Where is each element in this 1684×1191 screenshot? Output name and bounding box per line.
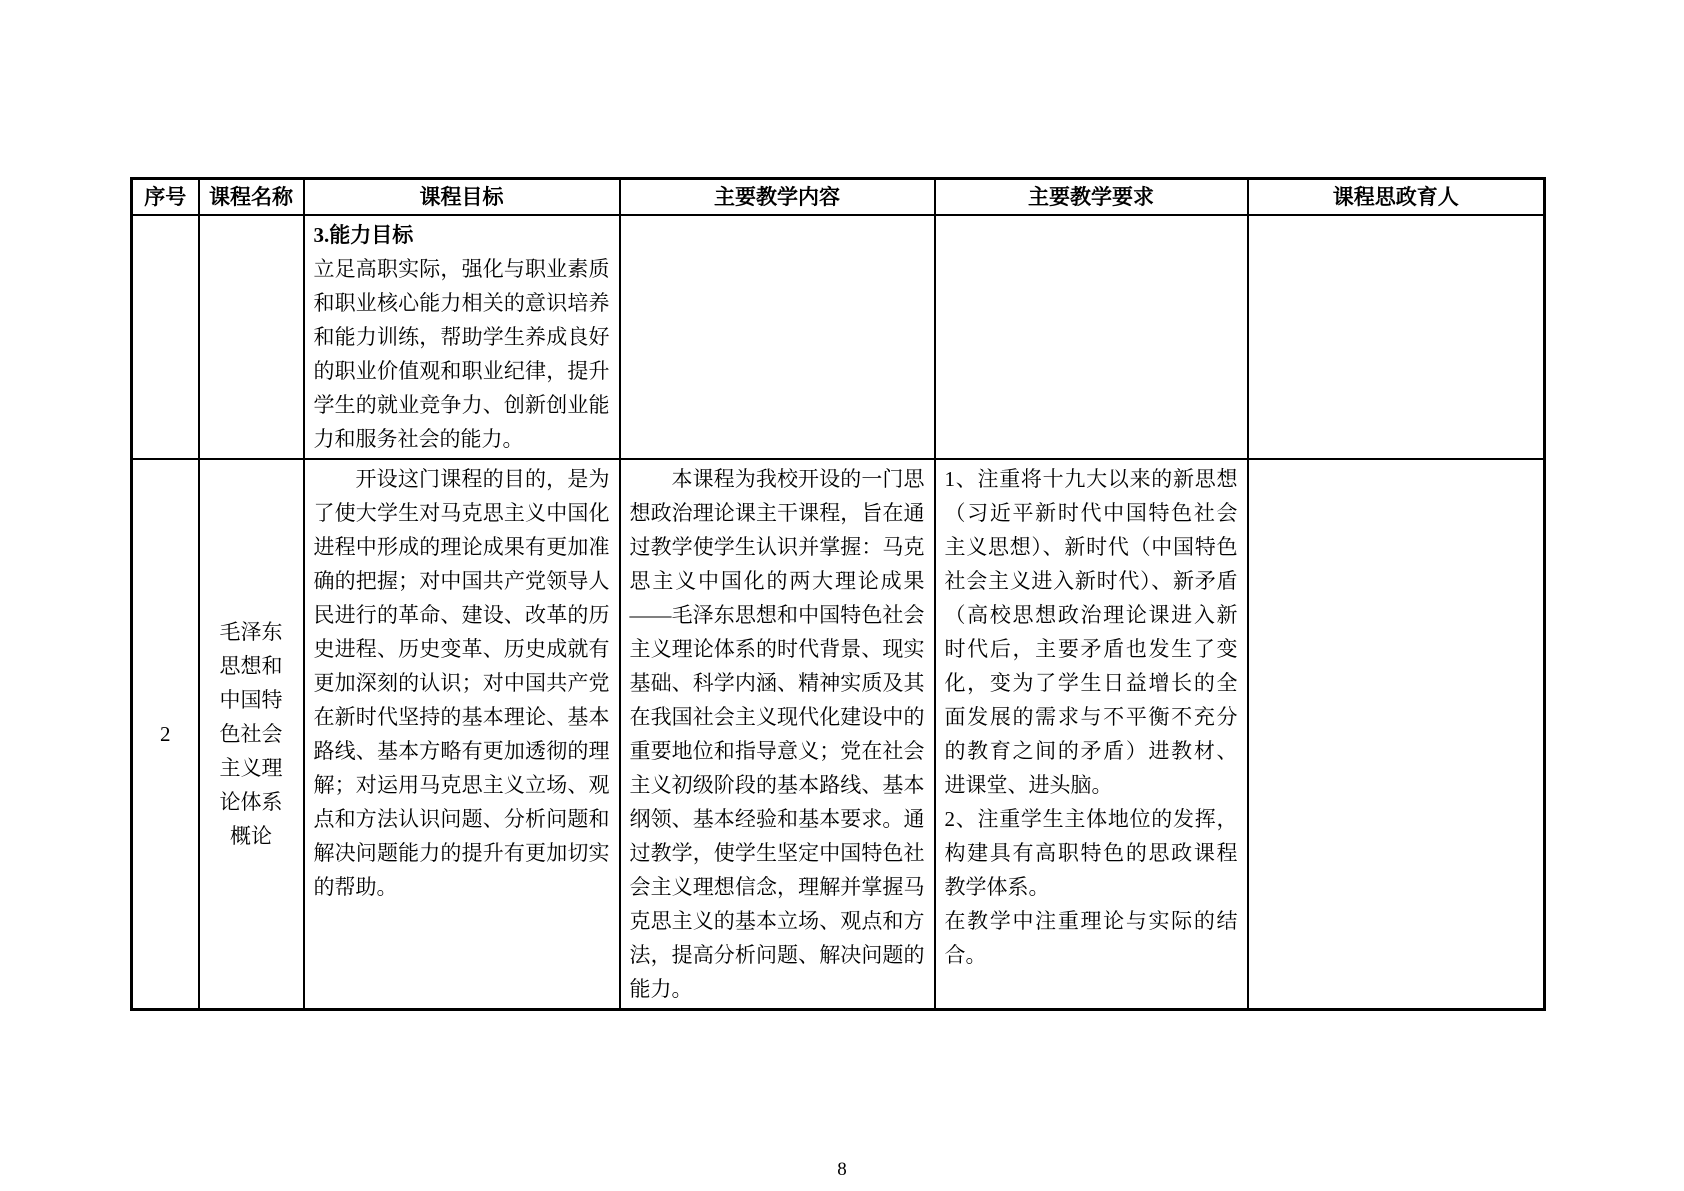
cell-teaching-requirements-empty <box>935 215 1248 459</box>
header-seq: 序号 <box>132 179 199 215</box>
cell-teaching-content-empty <box>620 215 935 459</box>
cell-objectives-continuation <box>304 215 620 459</box>
objectives-text: 立足高职实际，强化与职业素质和职业核心能力相关的意识培养和能力训练，帮助学生养成良好的职业价值观和职业纪律，提升学生的就业竞争力、创新创业能力和服务社会的能力。 <box>313 256 610 451</box>
cell-ideology <box>1248 459 1545 1010</box>
course-syllabus-table <box>130 177 1546 1011</box>
cell-teaching-requirements <box>935 459 1248 1010</box>
cell-course-name-empty <box>199 215 304 459</box>
cell-seq-empty <box>132 215 199 459</box>
cell-ideology-empty <box>1248 215 1545 459</box>
header-teaching-content: 主要教学内容 <box>620 179 935 215</box>
requirement-item-3: 在教学中注重理论与实际的结合。 <box>944 908 1238 967</box>
header-course-name: 课程名称 <box>199 179 304 215</box>
page-number: 8 <box>837 1159 847 1180</box>
cell-teaching-content <box>620 459 935 1010</box>
header-ideology-educator: 课程思政育人 <box>1248 179 1545 215</box>
course-name-text: 毛泽东思想和中国特色社会主义理论体系概论 <box>219 619 283 848</box>
objectives-section-heading: 3.能力目标 <box>313 222 414 247</box>
header-teaching-requirements: 主要教学要求 <box>935 179 1248 215</box>
objectives-text-row2: 开设这门课程的目的，是为了使大学生对马克思主义中国化进程中形成的理论成果有更加准确的把握；对中国共产党领导人民进行的革命、建设、改革的历史进程、历史变革、历史成就有更加深刻的认识；对中国共产党在新时代坚持的基本理论、基本路线、基本方略有更加透彻的理解；对运用马克思主义立场、观点和方法认识问题、分析问题和解决问题能力的提升有更加切实的帮助。 <box>313 466 610 899</box>
teaching-content-text: 本课程为我校开设的一门思想政治理论课主干课程，旨在通过教学使学生认识并掌握：马克思主义中国化的两大理论成果——毛泽东思想和中国特色社会主义理论体系的时代背景、现实基础、科学内涵、精神实质及其在我国社会主义现代化建设中的重要地位和指导意义；党在社会主义初级阶段的基本路线、基本纲领、基本经验和基本要求。通过教学，使学生坚定中国特色社会主义理想信念，理解并掌握马克思主义的基本立场、观点和方法，提高分析问题、解决问题的能力。 <box>629 466 925 1001</box>
requirement-item-2: 2、注重学生主体地位的发挥，构建具有高职特色的思政课程教学体系。 <box>944 806 1238 899</box>
table-row-continuation <box>132 215 1545 459</box>
header-objectives: 课程目标 <box>304 179 620 215</box>
cell-course-name <box>199 459 304 1010</box>
table-row-course-2 <box>132 459 1545 1010</box>
cell-seq: 2 <box>132 459 199 1010</box>
cell-objectives <box>304 459 620 1010</box>
table-header-row <box>132 179 1545 215</box>
requirement-item-1: 1、注重将十九大以来的新思想（习近平新时代中国特色社会主义思想）、新时代（中国特色社会主义进入新时代）、新矛盾（高校思想政治理论课进入新时代后，主要矛盾也发生了变化，变为了学生日益增长的全面发展的需求与不平衡不充分的教育之间的矛盾）进教材、进课堂、进头脑。 <box>944 466 1238 797</box>
